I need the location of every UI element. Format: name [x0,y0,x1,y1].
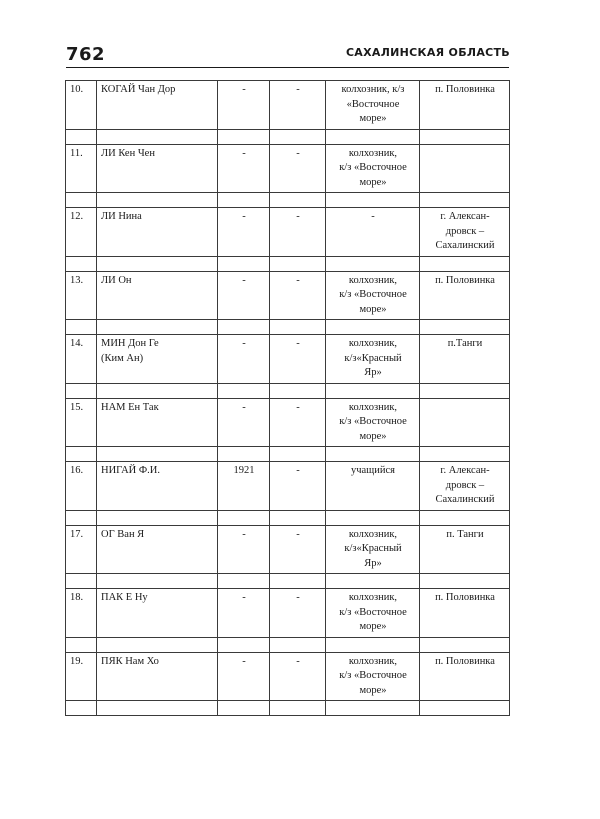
roster-table [65,80,510,716]
occupation-line: «Восточное [346,98,400,110]
residence-cell [420,335,510,384]
residence-line: дровск – [445,479,485,491]
occupation-line: Яр» [364,557,382,569]
birthplace-cell: - [270,335,326,384]
spacer-cell [270,193,326,208]
spacer-cell [97,447,218,462]
spacer-cell [66,383,97,398]
occupation-cell [326,271,420,320]
spacer-cell [97,510,218,525]
spacer-cell [270,510,326,525]
spacer-cell [326,129,420,144]
residence-cell [420,525,510,574]
occupation-line: море» [359,113,387,124]
spacer-cell [66,256,97,271]
occupation-line: - [371,211,375,222]
spacer-row [66,510,510,525]
residence-line: Сахалинский [435,240,495,251]
person-name-cell [97,144,218,193]
table-row [66,335,510,384]
birth-year-cell: - [218,144,270,193]
occupation-line: море» [359,176,387,188]
spacer-cell [270,256,326,271]
birthplace-cell: - [270,271,326,320]
running-title: САХАЛИНСКАЯ ОБЛАСТЬ [345,46,510,59]
person-name-cell [97,398,218,447]
person-name-line: ЛИ Он [101,274,132,286]
spacer-cell [326,256,420,271]
table-row [66,81,510,130]
spacer-row [66,129,510,144]
occupation-line: к/з «Восточное [339,162,407,173]
birthplace-cell: - [270,144,326,193]
spacer-cell [326,447,420,462]
occupation-line: море» [359,621,387,632]
spacer-cell [420,510,510,525]
spacer-cell [270,637,326,652]
spacer-cell [420,256,510,271]
table-row [66,208,510,257]
spacer-cell [326,510,420,525]
person-name-line: КОГАЙ Чан Дор [101,84,176,95]
residence-line: г. Алексан- [440,465,490,476]
birthplace-cell: - [270,652,326,701]
spacer-cell [218,193,270,208]
occupation-line: к/з«Красный [344,352,402,364]
occupation-cell [326,81,420,130]
spacer-cell [218,256,270,271]
record-number-cell: 15. [66,398,97,447]
person-name-cell [97,208,218,257]
birth-year-cell: - [218,208,270,257]
spacer-cell [218,129,270,144]
residence-cell [420,271,510,320]
spacer-row [66,383,510,398]
spacer-cell [97,193,218,208]
spacer-cell [420,447,510,462]
spacer-cell [420,320,510,335]
spacer-cell [420,129,510,144]
residence-cell [420,144,510,193]
spacer-cell [218,447,270,462]
spacer-cell [270,574,326,589]
spacer-cell [326,383,420,398]
occupation-line: море» [359,684,387,696]
spacer-cell [420,574,510,589]
residence-line: п. Половинка [435,592,495,603]
occupation-cell [326,144,420,193]
occupation-line: колхозник, [348,655,398,667]
spacer-row [66,320,510,335]
record-number-cell: 19. [66,652,97,701]
birthplace-cell: - [270,462,326,511]
person-name-line: ПЯК Нам Хо [101,655,159,667]
spacer-cell [97,383,218,398]
person-name-line: МИН Дон Ге [101,338,159,349]
table-row [66,271,510,320]
occupation-cell [326,398,420,447]
birthplace-cell: - [270,589,326,638]
occupation-line: Яр» [364,367,382,378]
person-name-cell [97,462,218,511]
birthplace-cell: - [270,525,326,574]
occupation-line: к/з «Восточное [339,416,407,427]
occupation-line: к/з «Восточное [339,289,407,300]
spacer-cell [97,320,218,335]
birth-year-cell: 1921 [218,462,270,511]
spacer-cell [97,129,218,144]
person-name-line: ОГ Ван Я [101,528,145,540]
table-row [66,144,510,193]
residence-cell [420,398,510,447]
person-name-line: (Ким Ан) [101,352,144,364]
spacer-cell [420,193,510,208]
occupation-line: учащийся [350,465,395,476]
residence-line: п.Танги [447,338,483,349]
spacer-cell [66,701,97,716]
birthplace-cell: - [270,398,326,447]
occupation-line: колхозник, [348,592,398,603]
table-row [66,525,510,574]
spacer-cell [218,574,270,589]
occupation-cell [326,652,420,701]
spacer-cell [270,320,326,335]
spacer-cell [326,193,420,208]
roster-body [66,81,510,716]
residence-line: п. Танги [446,528,484,540]
person-name-line: ЛИ Нина [101,211,142,222]
spacer-cell [218,637,270,652]
person-name-cell [97,335,218,384]
person-name-cell [97,271,218,320]
record-number-cell: 16. [66,462,97,511]
record-number-cell: 11. [66,144,97,193]
residence-cell [420,589,510,638]
page-number: 762 [66,44,106,65]
spacer-cell [97,256,218,271]
spacer-cell [270,447,326,462]
residence-line: дровск – [445,225,485,237]
residence-cell [420,81,510,130]
occupation-line: колхозник, [348,401,398,413]
spacer-cell [218,383,270,398]
person-name-line: НАМ Ен Так [101,401,159,413]
occupation-cell [326,462,420,511]
spacer-cell [66,320,97,335]
spacer-cell [66,193,97,208]
birthplace-cell: - [270,81,326,130]
record-number-cell: 14. [66,335,97,384]
person-name-cell [97,652,218,701]
person-name-line: ЛИ Кен Чен [101,147,155,159]
spacer-cell [66,447,97,462]
occupation-cell [326,589,420,638]
occupation-cell [326,208,420,257]
occupation-line: к/з«Красный [344,543,402,554]
spacer-row [66,574,510,589]
spacer-row [66,637,510,652]
birth-year-cell: - [218,81,270,130]
spacer-row [66,447,510,462]
spacer-cell [66,129,97,144]
header-rule [66,67,509,68]
occupation-line: колхозник, [348,147,398,159]
spacer-cell [420,701,510,716]
person-name-cell [97,589,218,638]
spacer-row [66,701,510,716]
spacer-cell [270,383,326,398]
person-name-cell [97,525,218,574]
birth-year-cell: - [218,525,270,574]
record-number-cell: 12. [66,208,97,257]
occupation-cell [326,335,420,384]
spacer-cell [420,637,510,652]
spacer-cell [97,637,218,652]
person-name-line: ПАК Е Ну [101,592,148,603]
spacer-cell [326,701,420,716]
occupation-line: колхозник, к/з [341,84,405,95]
spacer-cell [66,510,97,525]
birth-year-cell: - [218,335,270,384]
table-row [66,652,510,701]
record-number-cell: 17. [66,525,97,574]
spacer-cell [270,129,326,144]
spacer-cell [66,574,97,589]
residence-cell [420,652,510,701]
residence-line: п. Половинка [435,84,495,95]
birth-year-cell: - [218,271,270,320]
occupation-line: к/з «Восточное [339,606,407,618]
residence-line: п. Половинка [435,274,495,286]
birth-year-cell: - [218,652,270,701]
occupation-line: море» [359,303,387,315]
spacer-cell [326,320,420,335]
spacer-cell [218,510,270,525]
spacer-cell [218,701,270,716]
residence-line: п. Половинка [435,655,495,667]
birth-year-cell: - [218,589,270,638]
table-row [66,462,510,511]
spacer-cell [97,574,218,589]
residence-cell [420,208,510,257]
table-row [66,589,510,638]
spacer-cell [270,701,326,716]
record-number-cell: 18. [66,589,97,638]
occupation-line: колхозник, [348,528,398,540]
occupation-cell [326,525,420,574]
spacer-cell [326,574,420,589]
residence-line: г. Алексан- [440,211,490,222]
record-number-cell: 13. [66,271,97,320]
residence-cell [420,462,510,511]
spacer-cell [326,637,420,652]
occupation-line: море» [359,430,387,442]
birth-year-cell: - [218,398,270,447]
residence-line: Сахалинский [435,494,495,505]
spacer-cell [97,701,218,716]
occupation-line: колхозник, [348,338,398,349]
occupation-line: колхозник, [348,274,398,286]
table-row [66,398,510,447]
spacer-row [66,256,510,271]
birthplace-cell: - [270,208,326,257]
record-number-cell: 10. [66,81,97,130]
person-name-line: НИГАЙ Ф.И. [101,465,161,476]
person-name-cell [97,81,218,130]
occupation-line: к/з «Восточное [339,670,407,681]
spacer-cell [218,320,270,335]
spacer-row [66,193,510,208]
spacer-cell [420,383,510,398]
spacer-cell [66,637,97,652]
